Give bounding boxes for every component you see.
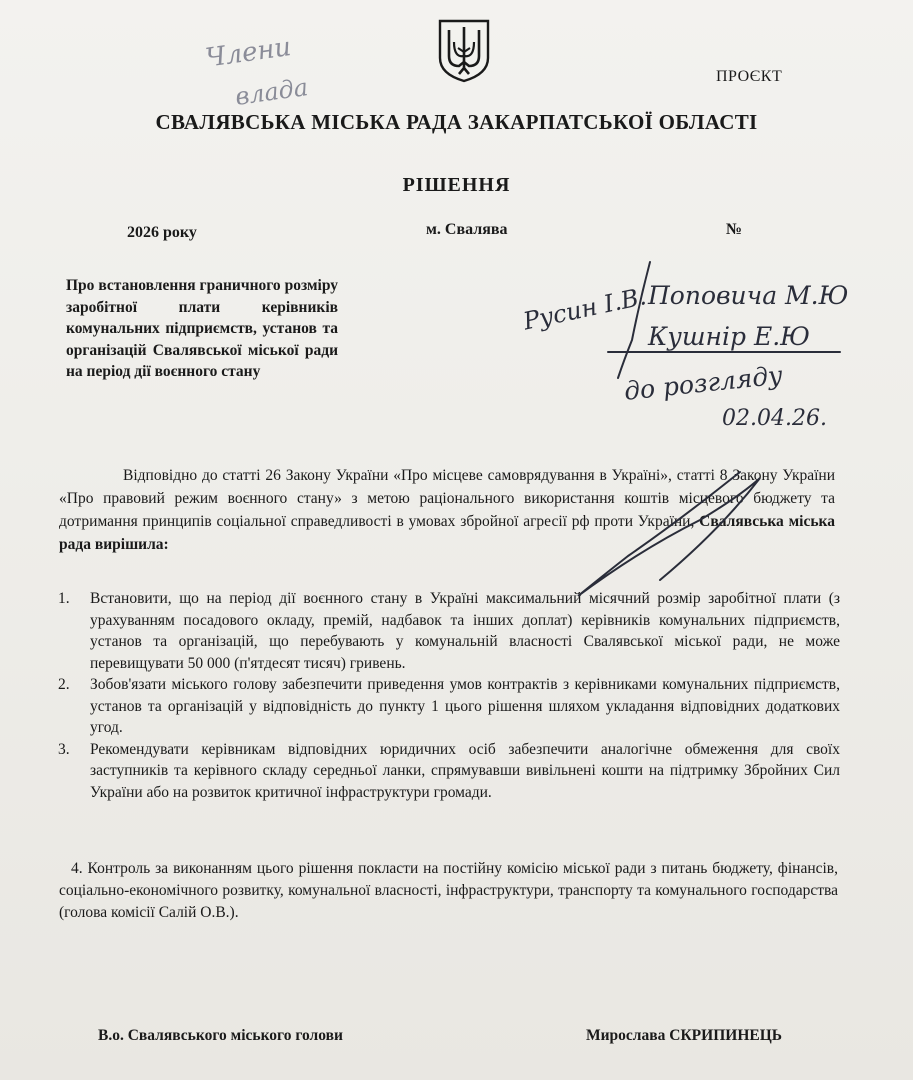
decision-city: м. Свалява (426, 221, 508, 238)
item-number: 1. (58, 590, 70, 607)
resolution-name-1: Русин І.В. (520, 282, 649, 336)
pencil-note-line1: Члени (203, 32, 293, 74)
decision-items (53, 588, 840, 803)
resolution-handwriting (520, 281, 849, 431)
signer-name: Мирослава СКРИПИНЕЦЬ (586, 1027, 783, 1044)
preamble-resolution: Свалявська міська рада вирішила: (59, 513, 835, 553)
preamble-text: Відповідно до статті 26 Закону України «Про місцеве самоврядування в Україні», статті 8 Закону України «Про правовий режим воєнного стану» з метою раціонального використання коштів місцевого бюджету та дотримання принципів соціальної справедливості в умовах збройної агресії рф проти України, (59, 467, 835, 530)
decision-date: 2026 року (127, 224, 197, 241)
trident-coat-of-arms-icon (437, 18, 491, 84)
decision-number: № (726, 221, 743, 238)
decision-item (53, 588, 840, 674)
preamble (59, 464, 835, 556)
item-text: Рекомендувати керівникам відповідних юридичних осіб забезпечити аналогічне обмеження для своїх заступників та керівного складу середньої ланки, спрямувавши вивільнені кошти на підтримку Збройних Сил України або на розвиток критичної інфраструктури громади. (90, 740, 840, 801)
item-number: 2. (58, 676, 70, 693)
resolution-name-2: Поповича М.Ю (648, 281, 849, 310)
decision-item (53, 674, 840, 739)
decision-item (53, 739, 840, 804)
project-label: ПРОЄКТ (716, 68, 783, 85)
item-number: 3. (58, 740, 70, 758)
signer-role: В.о. Свалявського міського голови (98, 1027, 343, 1044)
resolution-name-3: Кушнір Е.Ю (648, 322, 810, 351)
pencil-note (204, 30, 310, 114)
resolution-note: до розгляду (622, 360, 784, 406)
decision-subject: Про встановлення граничного розміру заробітної плати керівників комунальних підприємств, установ та організацій Свалявської міської ради на період дії воєнного стану (66, 277, 338, 380)
council-name: СВАЛЯВСЬКА МІСЬКА РАДА ЗАКАРПАТСЬКОЇ ОБЛАСТІ (155, 110, 758, 134)
resolution-date: 02.04.26. (722, 406, 827, 431)
item-text: Зобов'язати міського голову забезпечити приведення умов контрактів з керівниками комунальних підприємств, установ та організацій у відповідність до пункту 1 цього рішення шляхом укладання відповідних додаткових угод. (90, 676, 840, 736)
document-type: РІШЕННЯ (402, 174, 511, 196)
item-text: Встановити, що на період дії воєнного стану в Україні максимальний місячний розмір заробітної плати (з урахуванням посадового окладу, премій, надбавок та інших доплат) керівників комунальних підприємств, установ та організацій, що перебувають у комунальній власності Свалявської міської ради, не може перевищувати 50 000 (п'ятдесят тисяч) гривень. (90, 590, 840, 672)
pencil-note-line2: влада (233, 73, 310, 111)
decision-item-control: 4. Контроль за виконанням цього рішення покласти на постійну комісію міської ради з питань бюджету, фінансів, соціально-економічного розвитку, комунальної власності, інфраструктури, транспорту та комунального господарства (голова комісії Салій О.В.). (59, 860, 838, 921)
